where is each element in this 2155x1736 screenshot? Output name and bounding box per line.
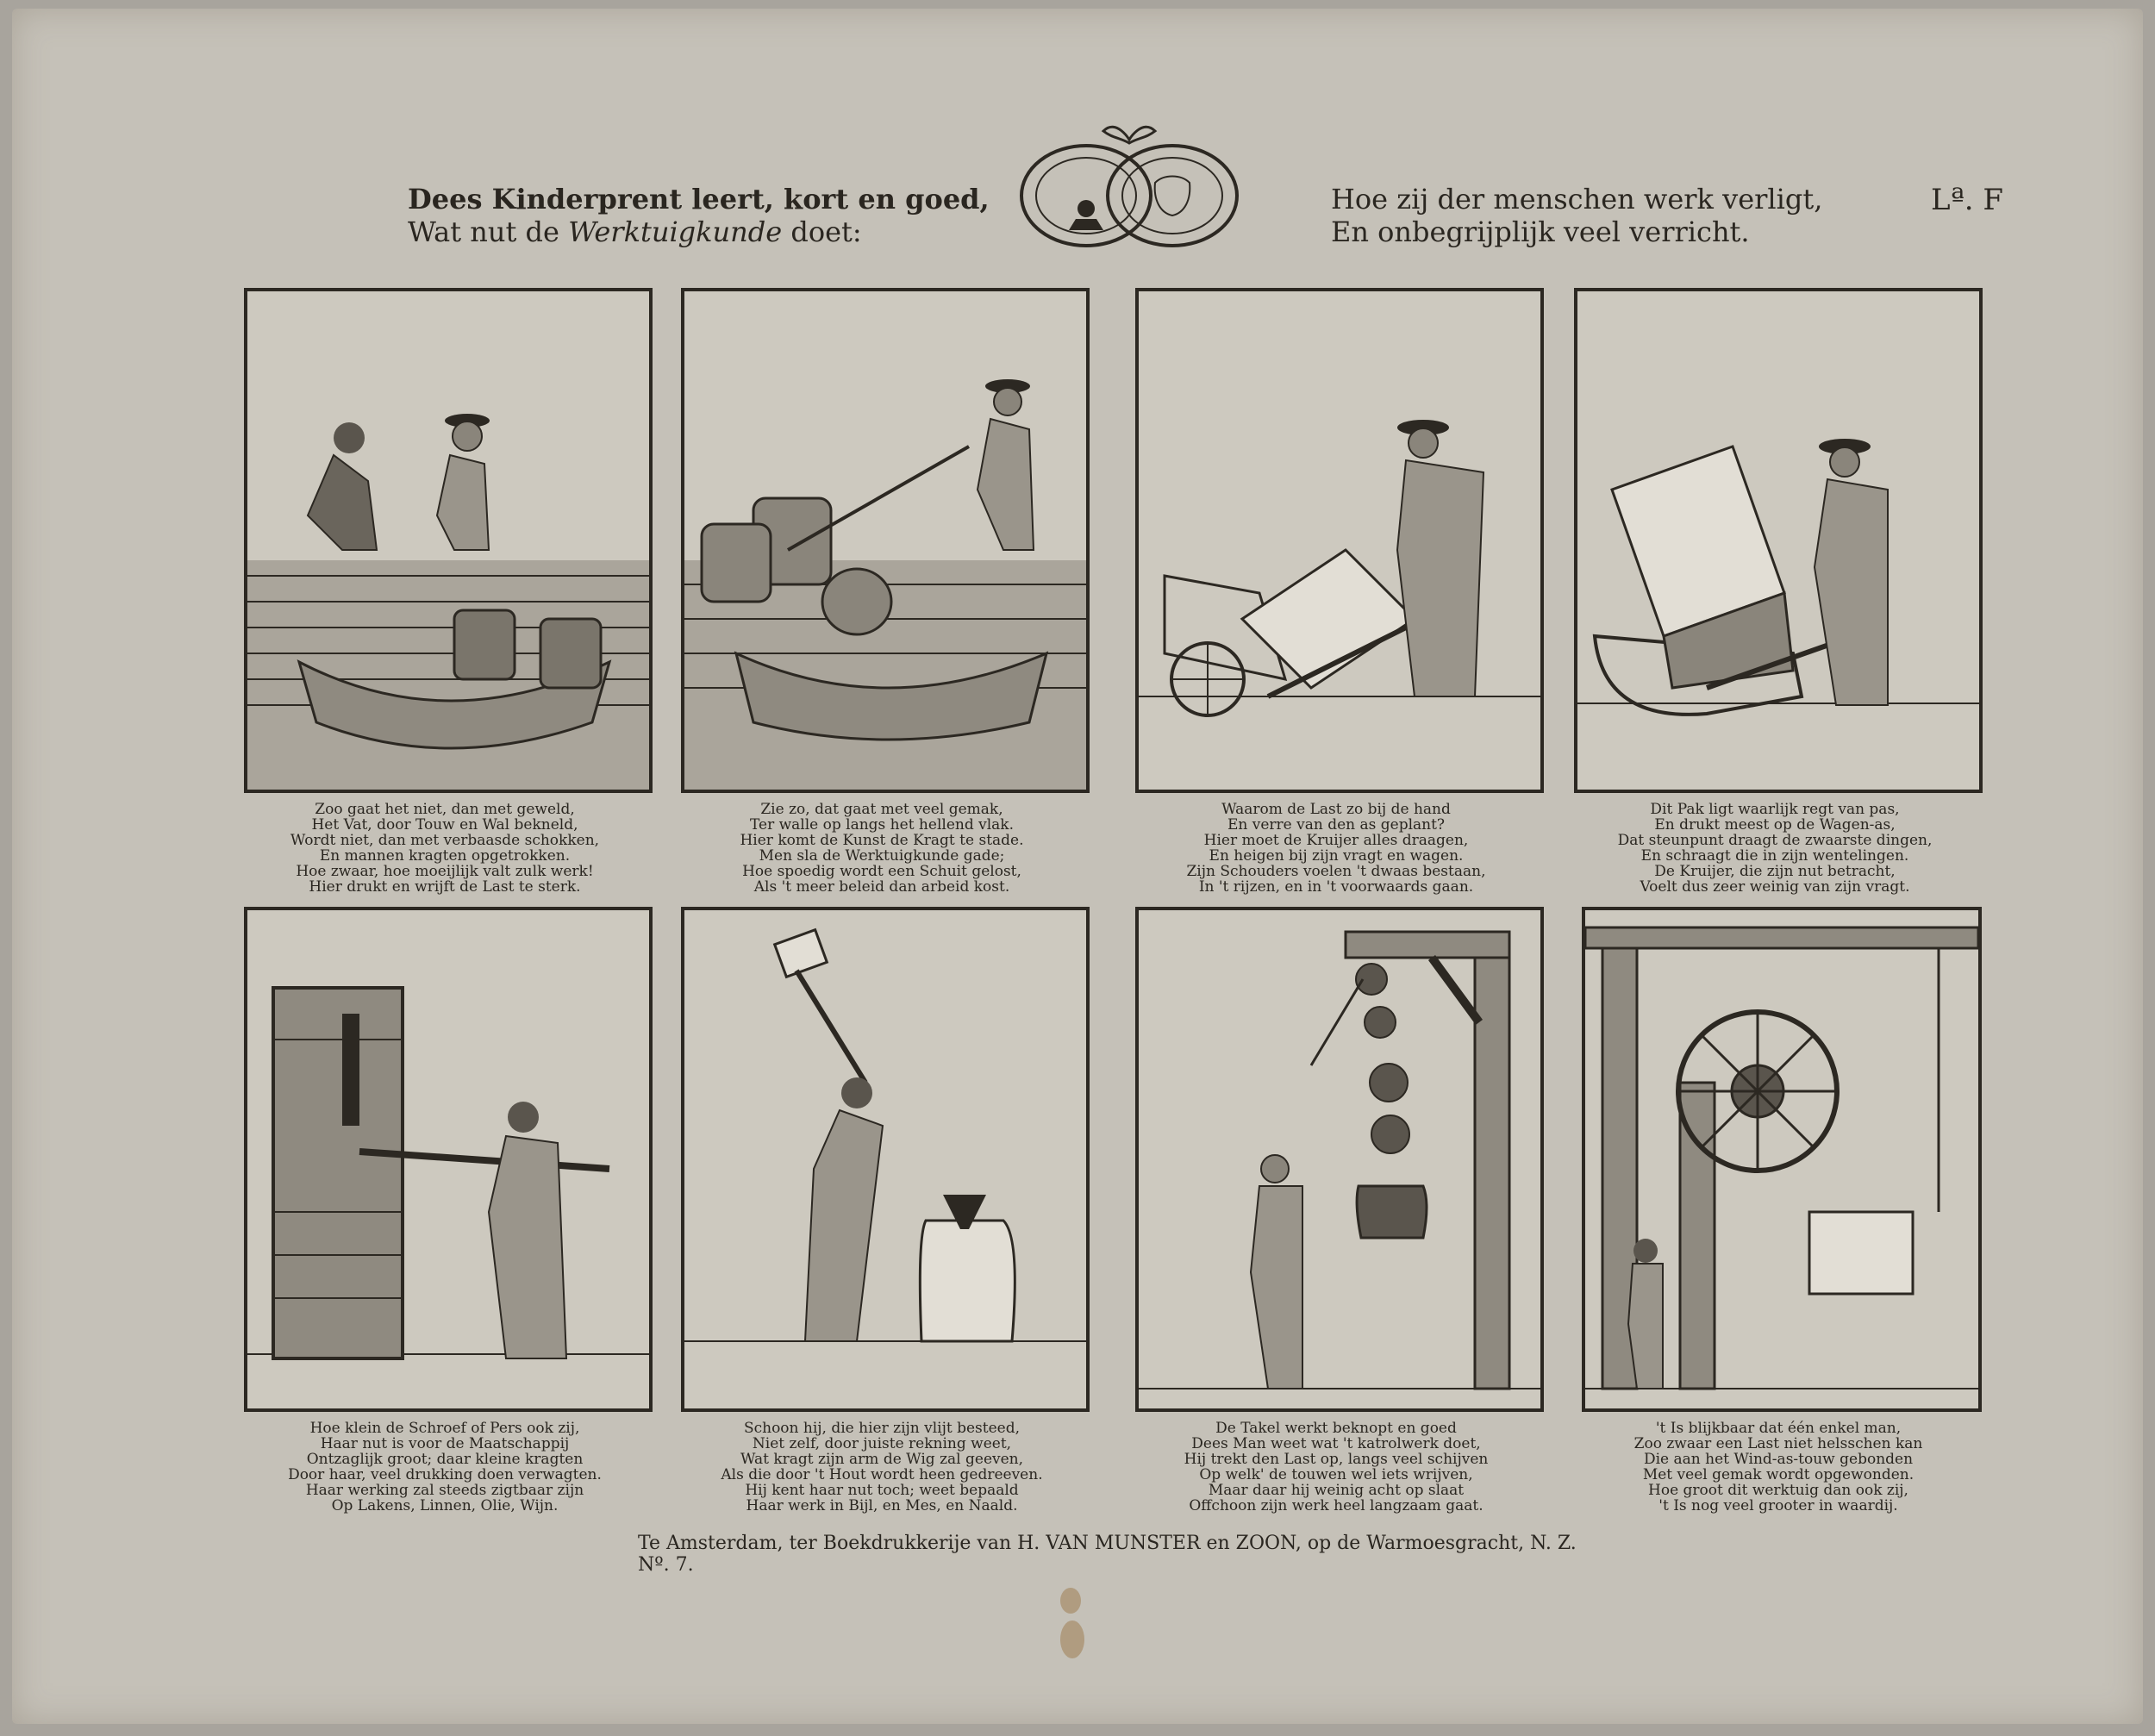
- panel-2-caption: Zie zo, dat gaat met veel gemak, Ter walle op langs het hellend vlak. Hier komt de Kunst de Kragt te stade. Men sla de Werktuigkunde gade; Hoe spoedig wordt een Schuit gelost, Als 't meer beleid dan arbeid kost.: [740, 801, 1024, 896]
- panel-wheelbarrow-far: [1135, 288, 1544, 793]
- panel-wedge: [681, 907, 1090, 1412]
- header-left-line1: Dees Kinderprent leert, kort en goed,: [408, 183, 990, 215]
- panel-screw-press: [244, 907, 653, 1412]
- panel-8-caption: 't Is blijkbaar dat één enkel man, Zoo zwaar een Last niet helsschen kan Die aan het Wind-as-touw gebonden Met veel gemak wordt opgewonden. Hoe groot dit werktuig dan ook zij, 't Is nog veel grooter in waardij.: [1633, 1420, 1923, 1514]
- header-right-line2: En onbegrijplijk veel verricht.: [1331, 215, 1750, 248]
- panel-windlass: [1582, 907, 1982, 1412]
- paper-stain: [1060, 1620, 1084, 1658]
- panel-7-caption: De Takel werkt beknopt en goed Dees Man weet wat 't katrolwerk doet, Hij trekt den Last op, langs veel schijven Op welk' de touwen wel iets wrijven, Maar daar hij weinig acht op slaat Offchoon zijn werk heel langzaam gaat.: [1184, 1420, 1489, 1514]
- panel-inclined-plane: [681, 288, 1090, 793]
- panel-wheelbarrow-near: [1574, 288, 1983, 793]
- panel-pulley: [1135, 907, 1544, 1412]
- header-verse-right: [1331, 183, 1883, 248]
- barrel-hoist-illustration: [247, 291, 649, 790]
- printer-emblem-icon: [1000, 114, 1259, 252]
- panel-3-caption: Waarom de Last zo bij de hand En verre van den as geplant? Hier moet de Kruijer alles draagen, En heigen bij zijn vragt en wagen. Zijn Schouders voelen 't dwaas bestaan, In 't rijzen, en in 't voorwaards gaan.: [1186, 801, 1486, 896]
- panel-4-caption: Dit Pak ligt waarlijk regt van pas, En drukt meest op de Wagen-as, Dat steunpunt draagt de zwaarste dingen, En schraagt die in zijn wentelingen. De Kruijer, die zijn nut betracht, Voelt dus zeer weinig van zijn vragt.: [1617, 801, 1933, 896]
- panel-barrel-hoist: [244, 288, 653, 793]
- inclined-plane-illustration: [684, 291, 1086, 790]
- wedge-illustration: [684, 910, 1086, 1408]
- header-left-line2-post: doet:: [782, 215, 862, 248]
- screw-press-illustration: [247, 910, 649, 1408]
- header-left-line2: [408, 215, 1028, 248]
- panel-6-caption: Schoon hij, die hier zijn vlijt besteed, Niet zelf, door juiste rekning weet, Wat kragt zijn arm de Wig zal geeven, Als die door 't Hout wordt heen gedreeven. Hij kent haar nut toch; weet bepaald Haar werk in Bijl, en Mes, en Naald.: [721, 1420, 1043, 1514]
- printer-imprint: Te Amsterdam, ter Boekdrukkerije van H. VAN MUNSTER en ZOON, op de Warmoesgracht, N. Z. Nº. 7.: [638, 1533, 1577, 1576]
- wheelbarrow-far-illustration: [1139, 291, 1540, 790]
- header-right-line1: Hoe zij der menschen werk verligt,: [1331, 183, 1823, 215]
- panel-1-caption: Zoo gaat het niet, dan met geweld, Het Vat, door Touw en Wal bekneld, Wordt niet, dan met verbaasde schokken, En mannen kragten opgetrokken. Hoe zwaar, hoe moeijlijk valt zulk werk! Hier drukt en wrijft de Last te sterk.: [290, 801, 600, 896]
- series-mark: Lª. F: [1931, 183, 2003, 217]
- header-left-line2-italic: Werktuigkunde: [568, 215, 783, 248]
- paper-stain: [1060, 1588, 1081, 1614]
- header-verse-left: [408, 183, 1028, 248]
- windlass-illustration: [1585, 910, 1978, 1408]
- wheelbarrow-near-illustration: [1577, 291, 1979, 790]
- panel-5-caption: Hoe klein de Schroef of Pers ook zij, Haar nut is voor de Maatschappij Ontzaglijk groot; daar kleine kragten Door haar, veel drukking doen verwagten. Haar werking zal steeds zigtbaar zijn Op Lakens, Linnen, Olie, Wijn.: [288, 1420, 602, 1514]
- pulley-illustration: [1139, 910, 1540, 1408]
- header-left-line2-pre: Wat nut de: [408, 215, 569, 248]
